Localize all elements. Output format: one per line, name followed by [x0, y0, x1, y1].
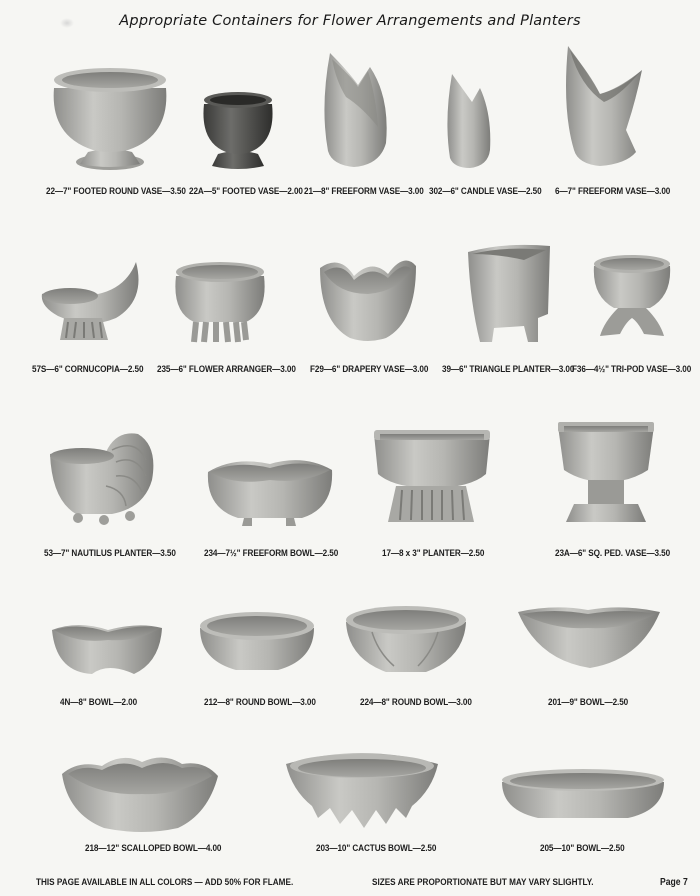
page-number: Page 7: [660, 877, 688, 888]
footer-colors-note: THIS PAGE AVAILABLE IN ALL COLORS — ADD 50% FOR FLAME.: [36, 877, 294, 888]
vase-6-freeform-vase: [560, 40, 644, 172]
vase-224-round-bowl: [342, 602, 470, 676]
vase-57s-cornucopia: [38, 260, 144, 344]
footer-sizes-note: SIZES ARE PROPORTIONATE BUT MAY VARY SLIGHTLY.: [372, 877, 594, 888]
vase-f29-drapery-vase: [316, 252, 420, 348]
caption-203: 203—10" CACTUS BOWL—2.50: [316, 843, 437, 854]
vase-53-nautilus-planter: [46, 430, 158, 528]
vase-212-round-bowl: [196, 604, 318, 674]
caption-23a: 23A—6" SQ. PED. VASE—3.50: [555, 548, 671, 559]
caption-17: 17—8 x 3" PLANTER—2.50: [382, 548, 485, 559]
vase-4n-bowl: [48, 618, 166, 680]
vase-205-bowl: [498, 766, 668, 822]
caption-21: 21—8" FREEFORM VASE—3.00: [304, 186, 424, 197]
caption-57s: 57S—6" CORNUCOPIA—2.50: [32, 364, 144, 375]
vase-39-triangle-planter: [464, 242, 556, 346]
page-title: Appropriate Containers for Flower Arrangements and Planters: [119, 13, 581, 29]
caption-212: 212—8" ROUND BOWL—3.00: [204, 697, 316, 708]
caption-22a: 22A—5" FOOTED VASE—2.00: [189, 186, 303, 197]
caption-302: 302—6" CANDLE VASE—2.50: [429, 186, 542, 197]
vase-201-bowl: [514, 604, 664, 670]
vase-23a-sq-ped-vase: [554, 420, 658, 526]
vase-203-cactus-bowl: [282, 746, 442, 834]
caption-218: 218—12" SCALLOPED BOWL—4.00: [85, 843, 222, 854]
caption-205: 205—10" BOWL—2.50: [540, 843, 625, 854]
caption-224: 224—8" ROUND BOWL—3.00: [360, 697, 472, 708]
vase-22-footed-round-vase: [48, 66, 173, 172]
vase-218-scalloped-bowl: [58, 744, 222, 838]
caption-f29: F29—6" DRAPERY VASE—3.00: [310, 364, 429, 375]
caption-39: 39—6" TRIANGLE PLANTER—3.00: [442, 364, 575, 375]
vase-f36-tripod-vase: [590, 252, 674, 340]
caption-6: 6—7" FREEFORM VASE—3.00: [555, 186, 671, 197]
vase-234-freeform-bowl: [204, 448, 336, 528]
caption-201: 201—9" BOWL—2.50: [548, 697, 629, 708]
caption-235: 235—6" FLOWER ARRANGER—3.00: [157, 364, 296, 375]
vase-302-candle-vase: [444, 70, 494, 170]
caption-f36: F36—4½" TRI-POD VASE—3.00: [572, 364, 692, 375]
vase-21-freeform-vase: [318, 47, 390, 173]
caption-22: 22—7" FOOTED ROUND VASE—3.50: [46, 186, 186, 197]
caption-234: 234—7½" FREEFORM BOWL—2.50: [204, 548, 339, 559]
vase-22a-footed-vase: [200, 90, 276, 170]
vase-17-planter: [370, 428, 494, 526]
vase-235-flower-arranger: [172, 256, 268, 346]
caption-4n: 4N—8" BOWL—2.00: [60, 697, 138, 708]
caption-53: 53—7" NAUTILUS PLANTER—3.50: [44, 548, 176, 559]
